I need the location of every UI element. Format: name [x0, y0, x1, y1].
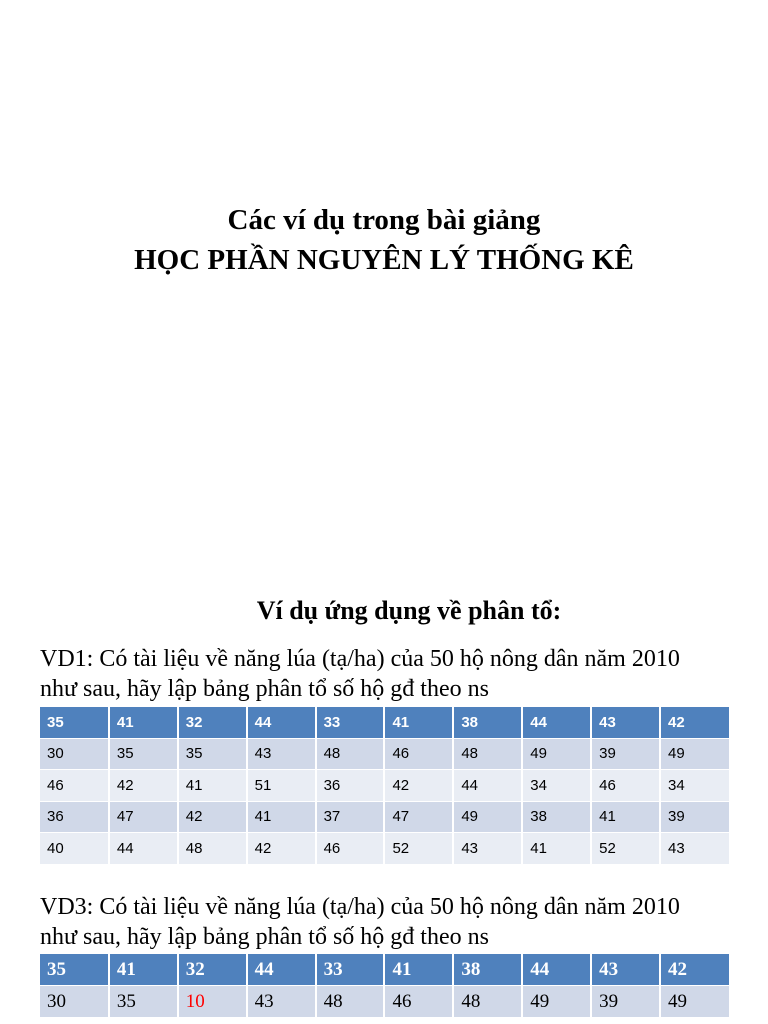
table-cell: 46: [316, 833, 385, 865]
table-cell: 33: [316, 954, 385, 986]
table-cell: 46: [591, 770, 660, 802]
table-cell: 49: [660, 986, 729, 1018]
table-row: [40, 954, 729, 986]
table-cell: 10: [178, 986, 247, 1018]
vd1-description: [40, 644, 768, 704]
table-cell: 49: [660, 738, 729, 770]
table-cell: 42: [109, 770, 178, 802]
table-cell: 38: [453, 954, 522, 986]
table-cell: 41: [384, 707, 453, 738]
table-cell: 32: [178, 954, 247, 986]
table-cell: 42: [660, 954, 729, 986]
vd3-text-line-1: VD3: Có tài liệu về năng lúa (tạ/ha) của 50 hộ nông dân năm 2010: [40, 894, 680, 920]
table-cell: 39: [591, 738, 660, 770]
table-cell: 42: [384, 770, 453, 802]
table-cell: 46: [384, 986, 453, 1018]
table-cell: 47: [384, 801, 453, 833]
table-cell: 46: [40, 770, 109, 802]
table-cell: 40: [40, 833, 109, 865]
table-cell: 38: [453, 707, 522, 738]
table-cell: 30: [40, 986, 109, 1018]
table-cell: 41: [178, 770, 247, 802]
vd3-text-line-2: như sau, hãy lập bảng phân tổ số hộ gđ theo ns: [40, 924, 489, 950]
table-cell: 52: [384, 833, 453, 865]
document-title: [0, 200, 768, 280]
title-line-2: HỌC PHẦN NGUYÊN LÝ THỐNG KÊ: [134, 244, 634, 276]
table-cell: 34: [522, 770, 591, 802]
table-cell: 41: [522, 833, 591, 865]
table-row: [40, 833, 729, 865]
table-row: [40, 738, 729, 770]
table-cell: 44: [522, 954, 591, 986]
table-cell: 35: [109, 986, 178, 1018]
table-cell: 35: [40, 707, 109, 738]
table-cell: 44: [247, 954, 316, 986]
vd1-text-line-2: như sau, hãy lập bảng phân tổ số hộ gđ theo ns: [40, 676, 489, 702]
table-cell: 48: [316, 738, 385, 770]
table-row: [40, 801, 729, 833]
table-row: [40, 770, 729, 802]
table-cell: 49: [453, 801, 522, 833]
table-cell: 44: [453, 770, 522, 802]
table-cell: 38: [522, 801, 591, 833]
table-cell: 48: [453, 738, 522, 770]
table-cell: 43: [453, 833, 522, 865]
vd1-data-table: [40, 707, 729, 865]
table-cell: 32: [178, 707, 247, 738]
table-cell: 49: [522, 986, 591, 1018]
vd1-text-line-1: VD1: Có tài liệu về năng lúa (tạ/ha) của 50 hộ nông dân năm 2010: [40, 646, 680, 672]
table-cell: 42: [247, 833, 316, 865]
table-cell: 35: [40, 954, 109, 986]
table-cell: 35: [178, 738, 247, 770]
table-cell: 41: [109, 954, 178, 986]
table-cell: 41: [384, 954, 453, 986]
table-row: [40, 986, 729, 1018]
table-cell: 36: [316, 770, 385, 802]
table-cell: 43: [591, 707, 660, 738]
table-cell: 37: [316, 801, 385, 833]
table-cell: 51: [247, 770, 316, 802]
table-cell: 52: [591, 833, 660, 865]
table-cell: 41: [247, 801, 316, 833]
table-cell: 34: [660, 770, 729, 802]
title-line-1: Các ví dụ trong bài giảng: [227, 204, 541, 236]
table-cell: 35: [109, 738, 178, 770]
table-cell: 33: [316, 707, 385, 738]
table-cell: 49: [522, 738, 591, 770]
table-cell: 44: [247, 707, 316, 738]
table-cell: 47: [109, 801, 178, 833]
table-cell: 36: [40, 801, 109, 833]
vd3-data-table: [40, 954, 729, 1018]
table-cell: 44: [522, 707, 591, 738]
table-cell: 46: [384, 738, 453, 770]
vd3-description: [40, 892, 768, 952]
table-cell: 43: [247, 738, 316, 770]
table-cell: 48: [178, 833, 247, 865]
table-cell: 42: [660, 707, 729, 738]
table-cell: 41: [591, 801, 660, 833]
table-cell: 42: [178, 801, 247, 833]
table-cell: 43: [591, 954, 660, 986]
table-row: [40, 707, 729, 738]
table-cell: 39: [660, 801, 729, 833]
table-cell: 43: [247, 986, 316, 1018]
table-cell: 41: [109, 707, 178, 738]
table-cell: 44: [109, 833, 178, 865]
table-cell: 30: [40, 738, 109, 770]
section-heading: Ví dụ ứng dụng về phân tổ:: [256, 596, 562, 625]
table-cell: 39: [591, 986, 660, 1018]
table-cell: 48: [316, 986, 385, 1018]
table-cell: 43: [660, 833, 729, 865]
table-cell: 48: [453, 986, 522, 1018]
